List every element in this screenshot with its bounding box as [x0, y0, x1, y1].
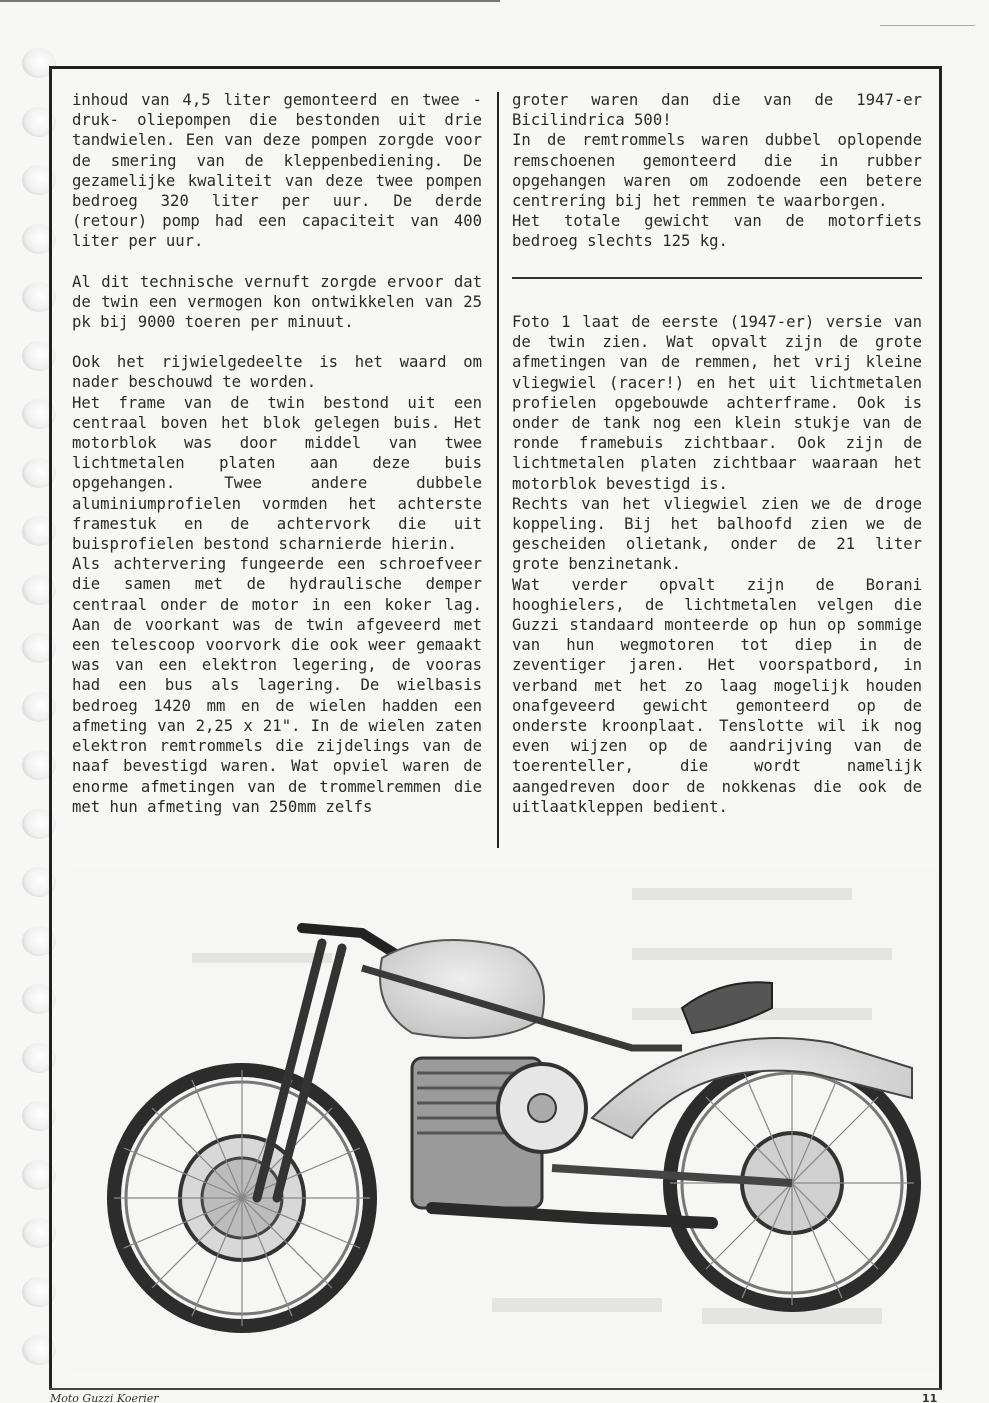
footer-publication: Moto Guzzi Koerier [50, 1392, 159, 1403]
page-border-left [49, 68, 52, 1390]
left-column [72, 90, 482, 817]
motorcycle-illustration [72, 868, 938, 1373]
front-wheel [114, 1070, 370, 1326]
paragraph: groter waren dan die van de 1947-er Bicilindrica 500! [512, 91, 922, 130]
page-border-right [939, 66, 942, 1390]
paragraph: Wat verder opvalt zijn de Borani hooghielers, de lichtmetalen velgen die Guzzi standaard monteerde op hun op sommige van hun wegmotoren tot diep in de zeventiger jaren. Het voorspatbord, in verband met het zo laag mogelijk houden onafgeveerd gewicht gemonteerd op de onderste kroonplaat. Tenslotte wil ik nog even wijzen op de aandrijving van de toerenteller, die wordt namelijk aangedreven door de nokkenas die ook de uitlaatkleppen bedient. [512, 575, 922, 816]
paragraph: Rechts van het vliegwiel zien we de droge koppeling. Bij het balhoofd zien we de gescheiden olietank, onder de 21 liter grote benzinetank. [512, 494, 922, 574]
right-column-caption [512, 312, 922, 817]
paragraph: In de remtrommels waren dubbel oplopende remschoenen gemonteerd die in rubber opgehangen waren om zodoende een betere centrering bij het remmen te waarborgen. [512, 131, 922, 211]
paragraph: Foto 1 laat de eerste (1947-er) versie van de twin zien. Wat opvalt zijn de grote afmetingen van de remmen, het vrij kleine vliegwiel (racer!) en het uit lichtmetalen profielen opgebouwde achterframe. Ook is onder de tank nog een klein stukje van de ronde framebuis zichtbaar. Ook zijn de lichtmetalen platen zichtbaar waaraan het motorblok bevestigd is. [512, 313, 922, 493]
motorcycle-photo [72, 868, 938, 1373]
scan-edge-mark [880, 25, 975, 26]
paragraph: Het frame van de twin bestond uit een centraal boven het blok gelegen buis. Het motorblok was door middel van twee lichtmetalen platen aan deze buis opgehangen. Twee andere dubbele aluminiumprofielen vormden het achterste framestuk en de achtervork die uit buisprofielen bestond scharnierde hierin. [72, 393, 482, 554]
paragraph: inhoud van 4,5 liter gemonteerd en twee -druk- oliepompen die bestonden uit drie tandwielen. Een van deze pompen zorgde voor de smering van de kleppenbediening. De gezamelijke kwaliteit van deze twee pompen bedroeg 320 liter per uur. De derde (retour) pomp had een capaciteit van 400 liter per uur. [72, 91, 482, 251]
scan-edge-top [0, 0, 500, 2]
paragraph: Het totale gewicht van de motorfiets bedroeg slechts 125 kg. [512, 212, 922, 251]
page-number: 11 [922, 1392, 938, 1403]
paragraph: Ook het rijwielgedeelte is het waard om nader beschouwd te worden. [72, 353, 482, 392]
column-divider [497, 92, 499, 848]
right-column-top [512, 90, 922, 252]
page-border-bottom [49, 1388, 942, 1390]
section-rule [512, 277, 922, 279]
page-border-top [49, 66, 942, 69]
paragraph: Al dit technische vernuft zorgde ervoor dat de twin een vermogen kon ontwikkelen van 25 pk bij 9000 toeren per minuut. [72, 272, 482, 332]
fuel-tank [380, 940, 544, 1038]
paragraph: Als achtervering fungeerde een schroefveer die samen met de hydraulische demper centraal onder de motor in een koker lag. Aan de voorkant was de twin afgeveerd met een telescoop voorvork die ook weer gemaakt was van een elektron legering, de vooras had een bus als lagering. De wielbasis bedroeg 1420 mm en de wielen hadden een afmeting van 2,25 x 21". In de wielen zaten elektron remtrommels die zijdelings van de naaf bevestigd waren. Wat opviel waren de enorme afmetingen van de trommelremmen die met hun afmeting van 250mm zelfs [72, 555, 482, 816]
binder-holes [22, 40, 62, 1390]
